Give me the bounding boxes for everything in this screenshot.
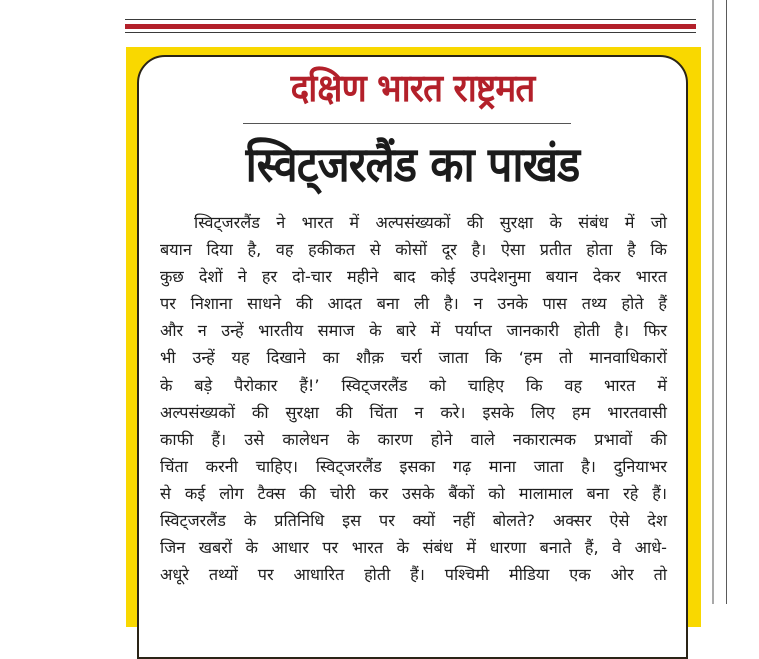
body-line: स्विट्जरलैंड ने भारत में अल्पसंख्यकों की सुरक्षा के संबंध में जो	[194, 213, 667, 232]
body-line: कुछ देशों ने हर दो-चार महीने बाद कोई उपदेशनुमा बयान देकर भारत	[160, 267, 667, 287]
body-line: अधूरे तथ्यों पर आधारित होती हैं। पश्चिमी मीडिया एक ओर तो	[160, 565, 667, 585]
masthead-separator	[243, 123, 571, 124]
body-line: और न उन्हें भारतीय समाज के बारे में पर्याप्त जानकारी होती है। फिर	[160, 321, 667, 341]
body-line: अल्पसंख्यकों की सुरक्षा की चिंता न करे। इसके लिए हम भारतवासी	[160, 402, 667, 422]
body-line: स्विट्जरलैंड के प्रतिनिधि इस पर क्यों नहीं बोलते? अक्सर ऐसे देश	[160, 511, 667, 531]
column-divider	[712, 0, 714, 604]
body-line: काफी हैं। उसे कालेधन के कारण होने वाले नकारात्मक प्रभावों की	[160, 429, 667, 449]
body-line: से कई लोग टैक्स की चोरी कर उसके बैंकों को मालामाल बना रहे हैं।	[160, 483, 667, 503]
column-divider-outer	[726, 0, 727, 604]
masthead: दक्षिण भारत राष्ट्रमत	[290, 66, 535, 110]
body-line: पर निशाना साधने की आदत बना ली है। न उनके पास तथ्य होते हैं	[160, 294, 667, 314]
top-rule-thin	[125, 19, 696, 20]
editorial-frame	[126, 47, 701, 627]
editorial-card	[137, 55, 688, 659]
body-line: के बड़े पैरोकार हैं!’ स्विट्जरलैंड को चाहिए कि वह भारत में	[160, 375, 667, 395]
body-line: भी उन्हें यह दिखाने का शौक़ चर्रा जाता कि ‘हम तो मानवाधिकारों	[160, 348, 667, 368]
top-rule-red	[125, 24, 696, 29]
body-line: जिन खबरों के आधार पर भारत के संबंध में धारणा बनाते हैं, वे आधे-	[160, 538, 667, 558]
body-line: बयान दिया है, वह हकीकत से कोसों दूर है। ऐसा प्रतीत होता है कि	[160, 240, 667, 260]
headline: स्विट्जरलैंड का पाखंड	[245, 137, 580, 193]
bottom-rule-thin	[125, 32, 696, 33]
article-body	[160, 209, 667, 588]
body-line: चिंता करनी चाहिए। स्विट्जरलैंड इसका गढ़ माना जाता है। दुनियाभर	[160, 456, 667, 476]
